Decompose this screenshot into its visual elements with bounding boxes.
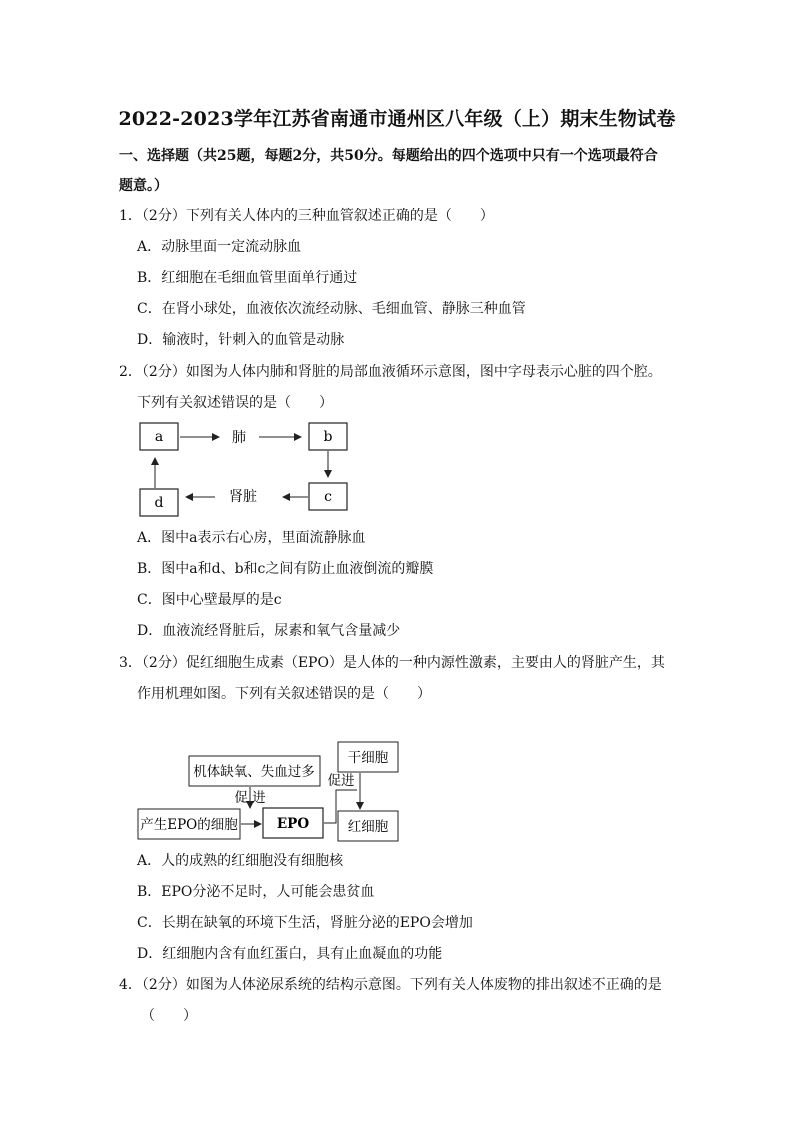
question-3-stem-continued: 作用机理如图。下列有关叙述错误的是（ ） (137, 686, 431, 702)
kidney-label: 肾脏 (229, 489, 257, 505)
promote-label-2: 促进 (327, 773, 355, 789)
question-3-option-a: A．人的成熟的红细胞没有细胞核 (137, 853, 344, 869)
question-3-option-d: D．红细胞内含有血红蛋白，具有止血凝血的功能 (137, 946, 443, 962)
red-blood-cell-label: 红细胞 (347, 819, 389, 835)
promote-label-1: 促 进 (234, 790, 266, 806)
question-1-option-d: D．输液时，针刺入的血管是动脉 (137, 332, 345, 348)
epo-label: EPO (276, 816, 310, 832)
question-3-option-b: B．EPO分泌不足时，人可能会患贫血 (137, 884, 375, 900)
question-1-option-a: A．动脉里面一定流动脉血 (137, 239, 302, 255)
page-title: 2022-2023学年江苏省南通市通州区八年级（上）期末生物试卷 (118, 108, 676, 130)
chamber-c-label: c (324, 489, 332, 505)
stem-cell-label: 干细胞 (347, 750, 389, 766)
lung-label: 肺 (232, 430, 246, 446)
question-4-stem: 4．（2分）如图为人体泌尿系统的结构示意图。下列有关人体废物的排出叙述不正确的是 (119, 977, 662, 993)
chamber-a-label: a (154, 429, 164, 445)
question-2-stem: 2．（2分）如图为人体内肺和肾脏的局部血液循环示意图，图中字母表示心脏的四个腔。 (119, 364, 662, 380)
question-2-option-d: D．血液流经肾脏后，尿素和氧气含量减少 (137, 623, 401, 639)
epo-producer-cell-label: 产生EPO的细胞 (140, 817, 238, 833)
question-2-option-b: B．图中a和d、b和c之间有防止血液倒流的瓣膜 (137, 561, 434, 577)
hypoxia-label: 机体缺氧、失血过多 (193, 764, 315, 780)
question-4-stem-continued: （ ） (141, 1008, 197, 1024)
section-heading-line1: 一、选择题（共25题，每题2分，共50分。每题给出的四个选项中只有一个选项最符合 (119, 148, 658, 164)
chamber-b-label: b (323, 429, 333, 445)
question-1-option-c: C．在肾小球处，血液依次流经动脉、毛细血管、静脉三种血管 (137, 301, 526, 317)
question-2-option-c: C．图中心壁最厚的是c (137, 592, 282, 608)
section-heading-line2: 题意。） (119, 178, 168, 194)
question-2-option-a: A．图中a表示右心房，里面流静脉血 (137, 530, 366, 546)
question-1-stem: 1．（2分）下列有关人体内的三种血管叙述正确的是（ ） (119, 208, 494, 224)
question-3-stem: 3．（2分）促红细胞生成素（EPO）是人体的一种内源性激素，主要由人的肾脏产生，其 (119, 655, 665, 671)
question-1-option-b: B．红细胞在毛细血管里面单行通过 (137, 270, 358, 286)
question-2-stem-continued: 下列有关叙述错误的是（ ） (137, 395, 333, 411)
question-3-option-c: C．长期在缺氧的环境下生活，肾脏分泌的EPO会增加 (137, 915, 473, 931)
chamber-d-label: d (154, 495, 164, 511)
